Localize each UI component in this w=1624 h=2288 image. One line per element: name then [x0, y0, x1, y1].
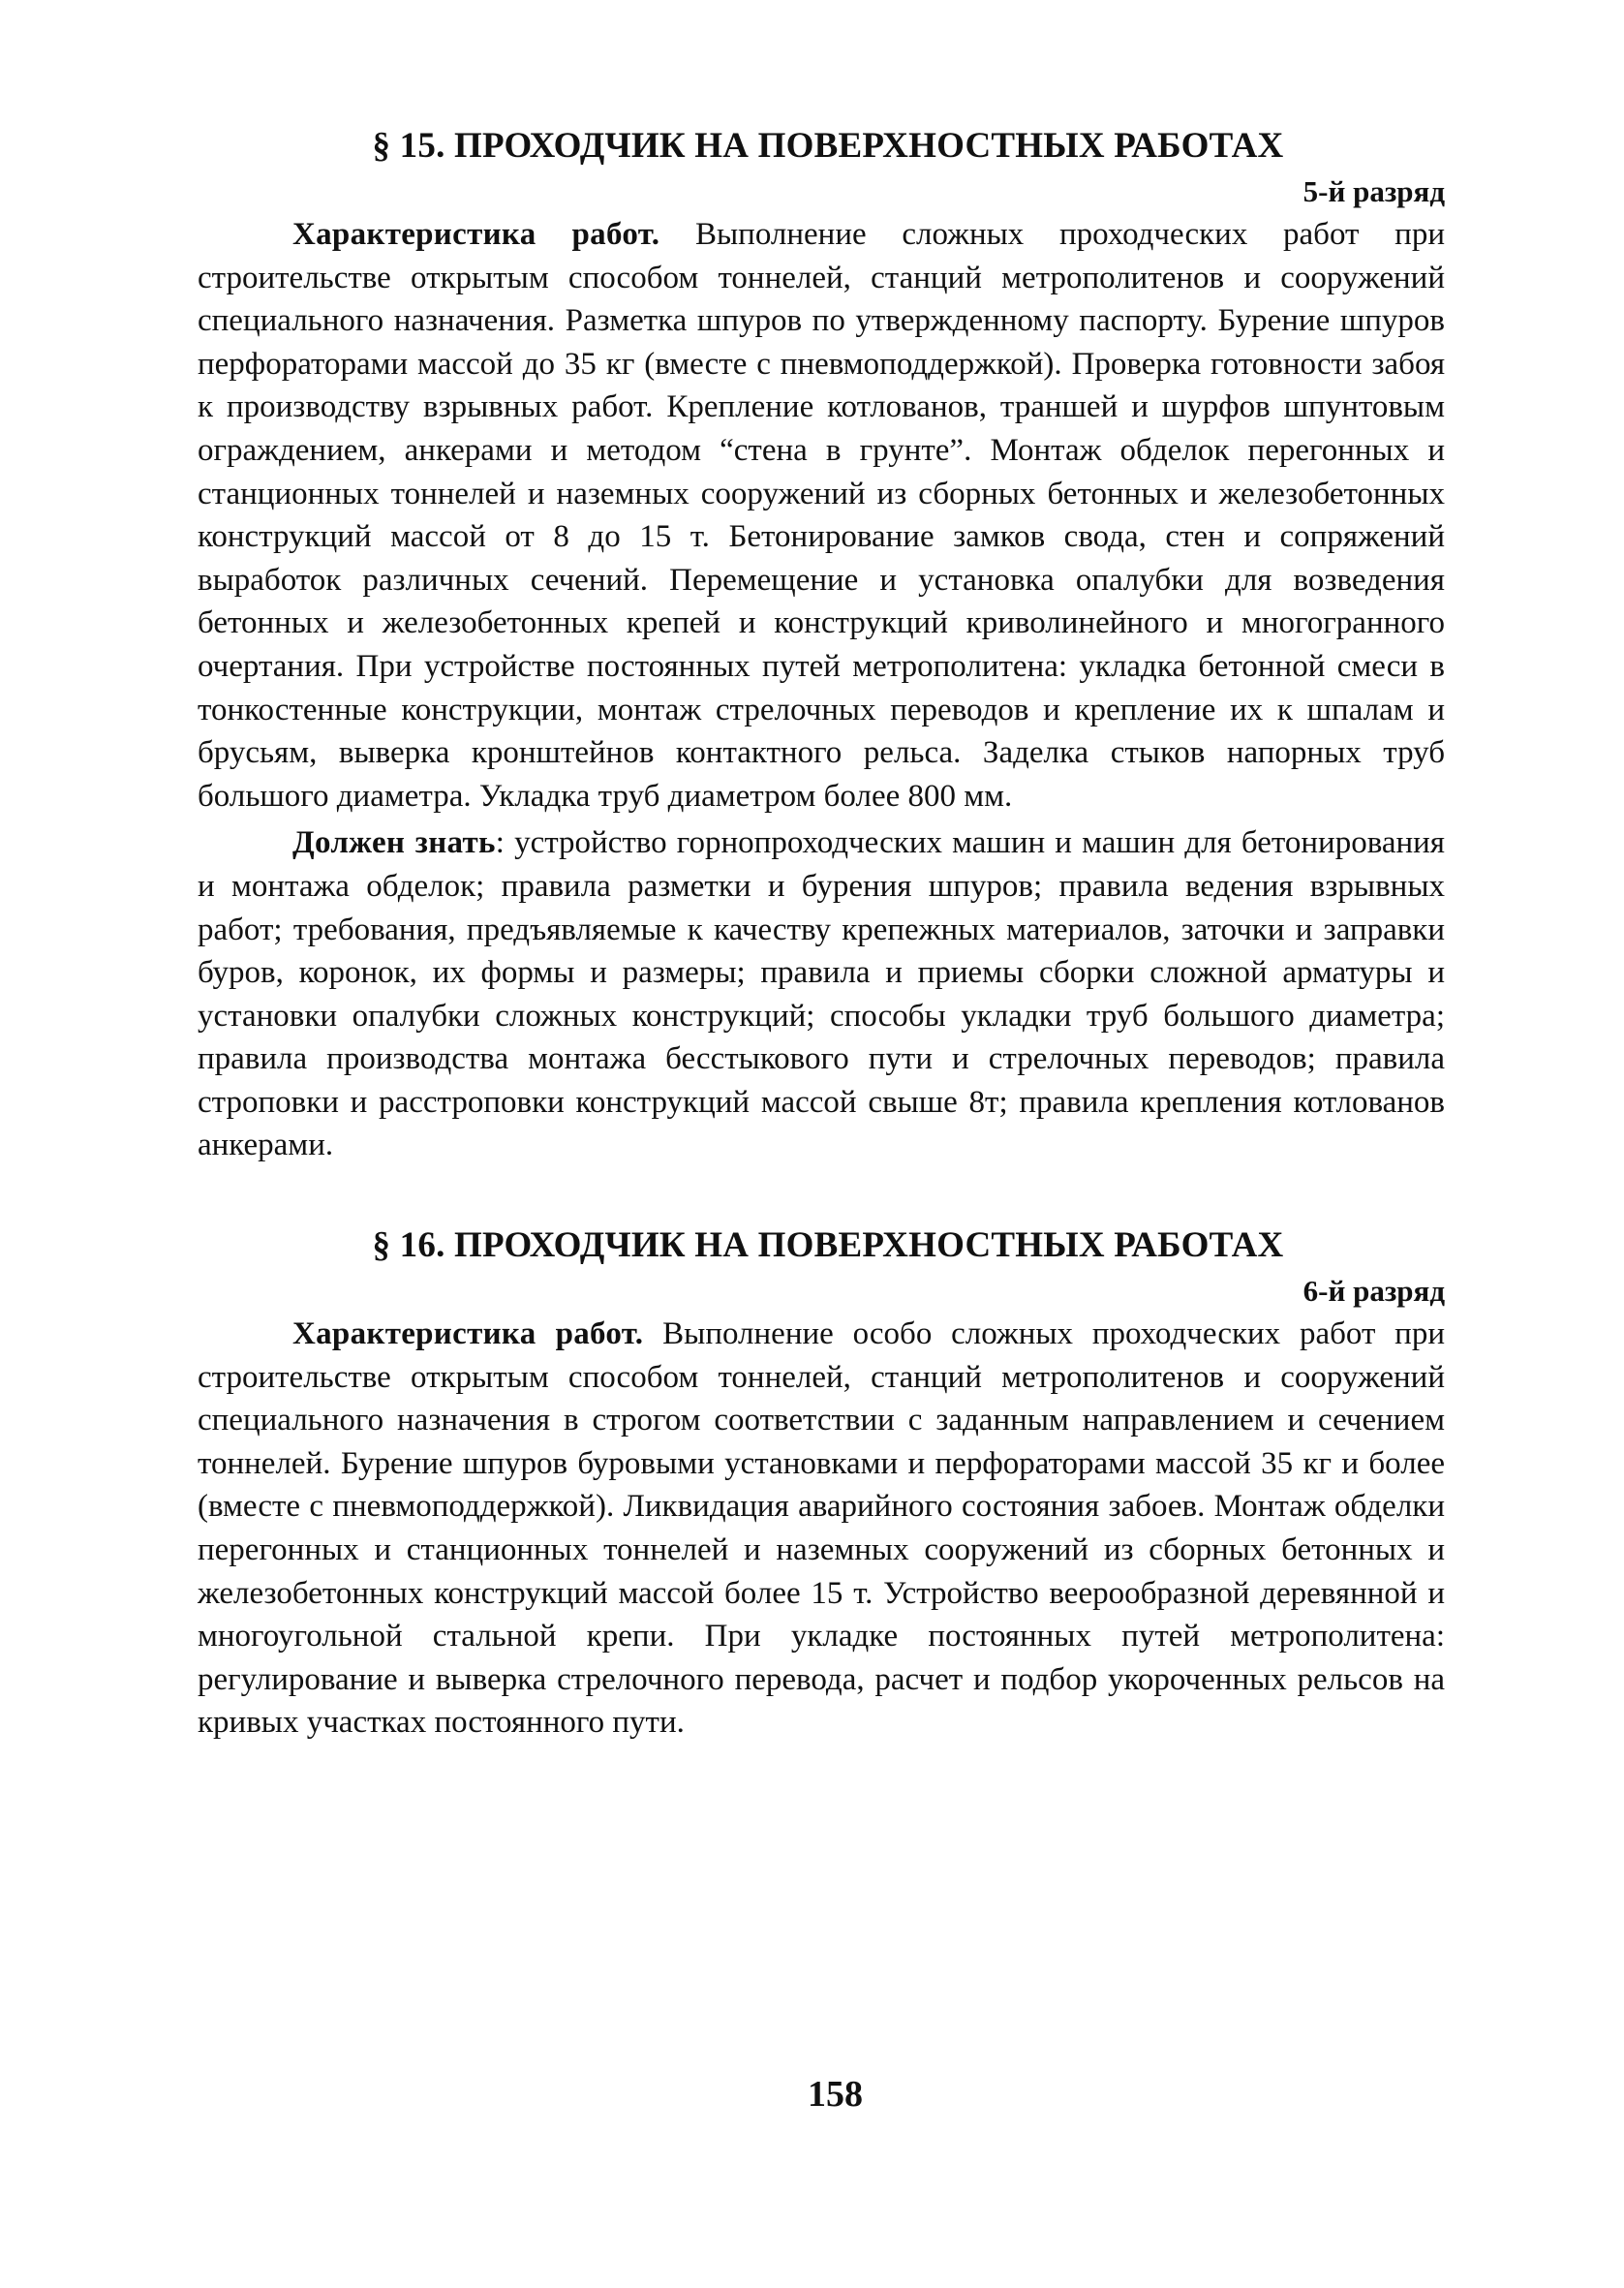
- section-15-characteristics-lead: Характеристика работ.: [292, 217, 660, 252]
- section-16-grade: 6-й разряд: [1302, 1274, 1445, 1309]
- section-16-title: § 16. ПРОХОДЧИК НА ПОВЕРХНОСТНЫХ РАБОТАХ: [372, 1225, 1284, 1266]
- section-15-knowledge-text: : устройство горнопроходческих машин и машин для бетонирования и монтажа обделок; правила разметки и бурения шпуров; правила ведения взрывных работ; требования, предъявляемые к качеству крепежных материалов, заточки и заправки буров, коронок, их формы и размеры; правила и приемы сборки сложной арматуры и установки опалубки сложных конструкций; способы укладки труб большого диаметра; правила производства монтажа бесстыкового пути и стрелочных переводов; правила строповки и расстроповки конструкций массой свыше 8т; правила крепления котлованов анкерами.: [198, 825, 1445, 1163]
- section-16-characteristics: [198, 1313, 1445, 1745]
- section-15-characteristics: [198, 213, 1445, 818]
- document-page: [198, 124, 1445, 1745]
- section-spacer: [198, 1167, 1445, 1223]
- section-16-characteristics-text: Выполнение особо сложных проходческих работ при строительстве открытым способом тоннелей, станций метрополитенов и сооружений специального назначения в строгом соответствии с заданным направлением и сечением тоннелей. Бурение шпуров буровыми установками и перфораторами массой 35 кг и более (вместе с пневмоподдержкой). Ликвидация аварийного состояния забоев. Монтаж обделки перегонных и станционных тоннелей и наземных сооружений из сборных бетонных и железобетонных конструкций массой более 15 т. Устройство веерообразной деревянной и многоугольной стальной крепи. При укладке постоянных путей метрополитена: регулирование и выверка стрелочного перевода, расчет и подбор укороченных рельсов на кривых участках постоянного пути.: [198, 1316, 1445, 1741]
- section-15-knowledge: [198, 821, 1445, 1167]
- section-15-grade: 5-й разряд: [1302, 174, 1445, 208]
- section-15-knowledge-lead: Должен знать: [292, 825, 496, 861]
- section-15-characteristics-text: Выполнение сложных проходческих работ при строительстве открытым способом тоннелей, станций метрополитенов и сооружений специального назначения. Разметка шпуров по утвержденному паспорту. Бурение шпуров перфораторами массой до 35 кг (вместе с пневмоподдержкой). Проверка готовности забоя к производству взрывных работ. Крепление котлованов, траншей и шурфов шпунтовым ограждением, анкерами и методом “стена в грунте”. Монтаж обделок перегонных и станционных тоннелей и наземных сооружений из сборных бетонных и железобетонных конструкций массой от 8 до 15 т. Бетонирование замков свода, стен и сопряжений выработок различных сечений. Перемещение и установка опалубки для возведения бетонных и железобетонных крепей и конструкций криволинейного и многогранного очертания. При устройстве постоянных путей метрополитена: укладка бетонной смеси в тонкостенные конструкции, монтаж стрелочных переводов и крепление их к шпалам и брусьям, выверка кронштейнов контактного рельса. Заделка стыков напорных труб большого диаметра. Укладка труб диаметром более 800 мм.: [198, 217, 1445, 814]
- section-16-characteristics-lead: Характеристика работ.: [292, 1316, 644, 1352]
- page-number: 158: [808, 2074, 863, 2115]
- section-15-title: § 15. ПРОХОДЧИК НА ПОВЕРХНОСТНЫХ РАБОТАХ: [372, 126, 1284, 166]
